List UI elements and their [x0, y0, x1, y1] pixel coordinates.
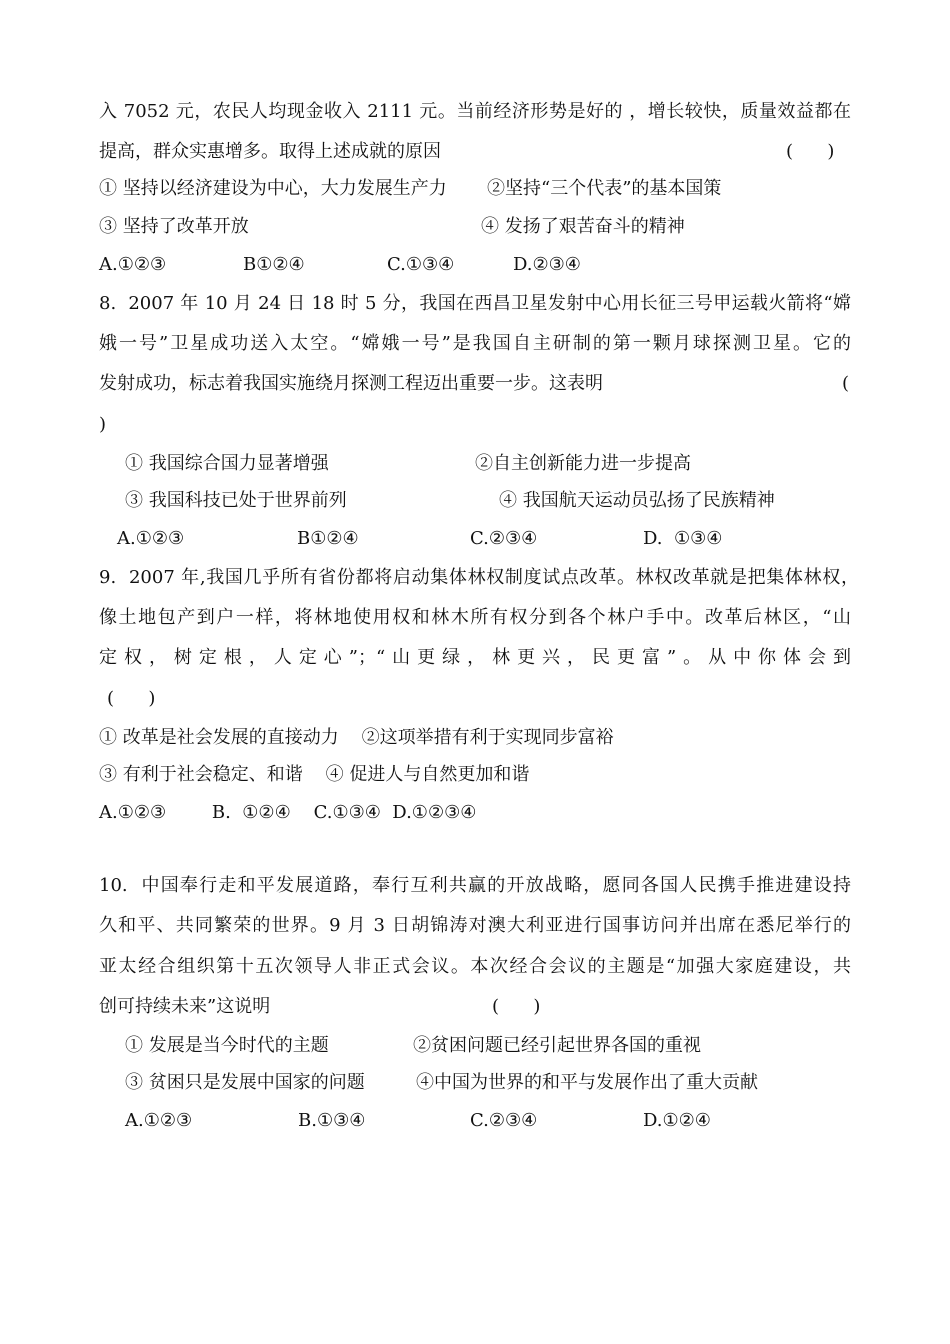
- q7-choice-b: B①②④: [243, 254, 305, 275]
- q9-answer-paren: ( ): [107, 688, 156, 709]
- q10-answer-paren: ( ): [492, 996, 541, 1017]
- q9-option-line-2: ③ 有利于社会稳定、和谐 ④ 促进人与自然更加和谐: [99, 764, 530, 785]
- q9-text-line-3: 定权，树定根，人定心”；“山更绿，林更兴，民更富”。从中你体会到: [99, 647, 851, 668]
- q7-choice-d: D.②③④: [513, 254, 581, 275]
- q8-choice-c: C.②③④: [470, 528, 538, 549]
- q8-option-2: ②自主创新能力进一步提高: [475, 453, 691, 474]
- q7-choice-a: A.①②③: [99, 254, 167, 275]
- q10-text-line-4: 创可持续未来”这说明: [99, 996, 271, 1017]
- q7-option-4: ④ 发扬了艰苦奋斗的精神: [481, 216, 685, 237]
- q8-text-line-1: 8. 2007 年 10 月 24 日 18 时 5 分，我国在西昌卫星发射中心用长征三号甲运载火箭将“嫦: [99, 293, 851, 314]
- q10-option-2: ②贫困问题已经引起世界各国的重视: [413, 1035, 701, 1056]
- q8-choice-d: D. ①③④: [643, 528, 723, 549]
- q10-option-3: ③ 贫困只是发展中国家的问题: [125, 1072, 365, 1093]
- q7-choice-c: C.①③④: [387, 254, 455, 275]
- q10-option-1: ① 发展是当今时代的主题: [125, 1035, 329, 1056]
- q10-choice-d: D.①②④: [643, 1110, 711, 1131]
- q9-text-line-1: 9. 2007 年,我国几乎所有省份都将启动集体林权制度试点改革。林权改革就是把集体林权，: [99, 567, 859, 588]
- q7-text-line-1: 入 7052 元，农民人均现金收入 2111 元。当前经济形势是好的 ，增长较快，质量效益都在: [99, 101, 851, 122]
- q10-choice-a: A.①②③: [125, 1110, 193, 1131]
- q7-option-1: ① 坚持以经济建设为中心，大力发展生产力: [99, 178, 447, 199]
- q8-answer-paren-close: ): [99, 414, 107, 435]
- q7-text-line-2: 提高，群众实惠增多。取得上述成就的原因: [99, 141, 441, 162]
- q8-option-4: ④ 我国航天运动员弘扬了民族精神: [499, 490, 775, 511]
- q9-option-line-1: ① 改革是社会发展的直接动力 ②这项举措有利于实现同步富裕: [99, 727, 614, 748]
- q7-option-2: ②坚持“三个代表”的基本国策: [487, 178, 722, 199]
- q8-choice-a: A.①②③: [117, 528, 185, 549]
- q7-option-3: ③ 坚持了改革开放: [99, 216, 249, 237]
- q10-choice-b: B.①③④: [298, 1110, 366, 1131]
- q10-text-line-3: 亚太经合组织第十五次领导人非正式会议。本次经合会议的主题是“加强大家庭建设，共: [99, 956, 851, 977]
- q10-option-4: ④中国为世界的和平与发展作出了重大贡献: [416, 1072, 758, 1093]
- q9-text-line-2: 像土地包产到户一样，将林地使用权和林木所有权分到各个林户手中。改革后林区，“山: [99, 607, 851, 628]
- q10-text-line-2: 久和平、共同繁荣的世界。9 月 3 日胡锦涛对澳大利亚进行国事访问并出席在悉尼举行的: [99, 915, 851, 936]
- q10-choice-c: C.②③④: [470, 1110, 538, 1131]
- q8-text-line-3: 发射成功，标志着我国实施绕月探测工程迈出重要一步。这表明: [99, 373, 603, 394]
- q8-text-line-2: 娥一号”卫星成功送入太空。“嫦娥一号”是我国自主研制的第一颗月球探测卫星。它的: [99, 333, 851, 354]
- q10-text-line-1: 10. 中国奉行走和平发展道路，奉行互利共赢的开放战略，愿同各国人民携手推进建设持: [99, 875, 851, 896]
- q8-answer-paren-open: (: [842, 373, 850, 394]
- q7-answer-paren: ( ): [786, 141, 835, 162]
- q9-choices: A.①②③ B. ①②④ C.①③④ D.①②③④: [99, 802, 477, 823]
- q8-option-3: ③ 我国科技已处于世界前列: [125, 490, 347, 511]
- q8-option-1: ① 我国综合国力显著增强: [125, 453, 329, 474]
- q8-choice-b: B①②④: [297, 528, 359, 549]
